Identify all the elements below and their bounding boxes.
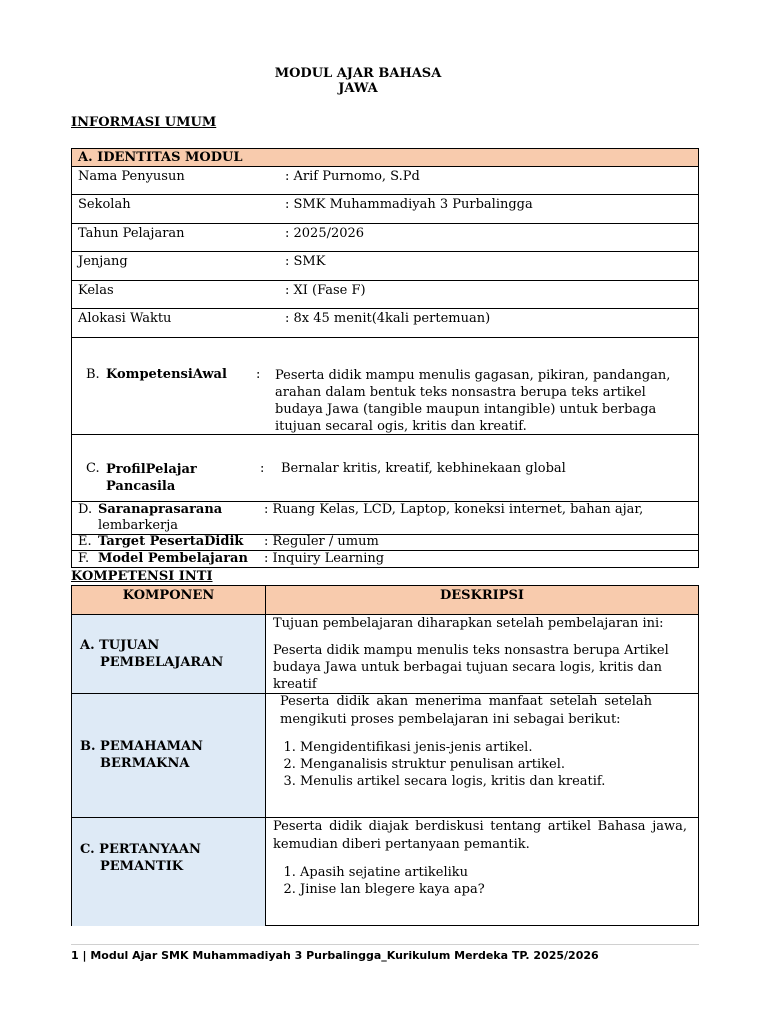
page-footer: 1 | Modul Ajar SMK Muhammadiyah 3 Purbalingga_Kurikulum Merdeka TP. 2025/2026	[71, 949, 599, 962]
sarana-letter: D.	[78, 502, 93, 517]
pertanyaan-intro: Peserta didik diajak berdiskusi tentang artikel Bahasa jawa, kemudian diberi pertanyaan pemantik.	[273, 819, 687, 852]
pemahaman-label-line1: B. PEMAHAMAN	[80, 739, 203, 754]
list-item: 3. Menulis artikel secara logis, kritis dan kreatif.	[300, 773, 700, 790]
tujuan-label-cell	[72, 615, 266, 694]
table-row	[72, 224, 698, 252]
table-row	[72, 167, 698, 195]
profil-label-line1: ProfilPelajar	[106, 462, 197, 477]
table-row	[72, 195, 698, 224]
kompetensi-awal-letter: B.	[86, 367, 100, 382]
model-value: : Inquiry Learning	[264, 551, 385, 566]
tujuan-label-line2: PEMBELAJARAN	[100, 655, 224, 670]
module-title	[0, 66, 716, 96]
tujuan-text: Peserta didik mampu menulis teks nonsastra berupa Artikel budaya Jawa untuk berbagai tujuan secara logis, kritis dan kreatif	[273, 643, 669, 692]
col-deskripsi-header: DESKRIPSI	[440, 588, 524, 603]
pertanyaan-label-line1: C. PERTANYAAN	[80, 842, 201, 857]
row-label: Kelas	[78, 283, 114, 298]
tujuan-desc-cell	[266, 615, 698, 694]
row-label: Sekolah	[78, 197, 131, 212]
sarana-value: : Ruang Kelas, LCD, Laptop, koneksi internet, bahan ajar,	[264, 502, 644, 517]
table-row	[72, 281, 698, 309]
tujuan-intro: Tujuan pembelajaran diharapkan setelah pembelajaran ini:	[273, 616, 664, 631]
model-row	[72, 551, 698, 568]
kompetensi-awal-label: KompetensiAwal	[106, 367, 227, 382]
pertanyaan-desc-cell	[266, 818, 698, 926]
row-label: Alokasi Waktu	[78, 311, 172, 326]
target-letter: E.	[78, 534, 92, 549]
kompetensi-awal-text: Peserta didik mampu menulis gagasan, pikiran, pandangan, arahan dalam bentuk teks nonsastra berupa teks artikel budaya Jawa (tangible maupun intangible) untuk berbaga itujuan secaral ogis, kritis dan kreatif.	[275, 368, 671, 434]
kompetensi-inti-table	[71, 585, 699, 926]
list-item: 2. Jinise lan blegere kaya apa?	[300, 881, 700, 898]
profil-letter: C.	[86, 461, 100, 476]
row-label: Jenjang	[78, 254, 128, 269]
row-value: : 2025/2026	[285, 226, 365, 241]
pemahaman-label-cell	[72, 694, 266, 818]
informasi-umum-heading: INFORMASI UMUM	[71, 115, 217, 130]
header-deskripsi-cell	[266, 586, 698, 615]
pertanyaan-label-cell	[72, 818, 266, 926]
pemahaman-desc-cell	[266, 694, 698, 818]
pemahaman-intro: Peserta didik akan menerima manfaat setelah setelah mengikuti proses pembelajaran ini sebagai berikut:	[280, 694, 652, 727]
tujuan-label-line1: A. TUJUAN	[80, 638, 160, 653]
footer-divider	[71, 944, 699, 945]
profil-colon: :	[260, 461, 265, 476]
row-value: : SMK	[285, 254, 326, 269]
profil-row	[72, 435, 698, 502]
row-label: Nama Penyusun	[78, 169, 185, 184]
profil-label-line2: Pancasila	[106, 479, 176, 494]
pemahaman-label	[80, 738, 203, 772]
sarana-row	[72, 502, 698, 535]
module-title-line2: JAWA	[338, 81, 378, 96]
profil-label	[106, 461, 197, 495]
pemahaman-list	[272, 739, 700, 790]
table-row	[72, 309, 698, 338]
pemahaman-label-line2: BERMAKNA	[100, 756, 190, 771]
sarana-label: Saranaprasarana	[98, 502, 223, 517]
identitas-table	[71, 148, 699, 568]
header-komponen-cell	[72, 586, 266, 615]
kompetensi-awal-row	[72, 338, 698, 435]
list-item: 2. Menganalisis struktur penulisan artikel.	[300, 756, 700, 773]
row-value: : XI (Fase F)	[285, 283, 366, 298]
sarana-continuation: lembarkerja	[98, 518, 179, 533]
col-komponen-header: KOMPONEN	[122, 588, 215, 603]
row-value: : SMK Muhammadiyah 3 Purbalingga	[285, 197, 533, 212]
target-row	[72, 535, 698, 551]
kompetensi-inti-heading: KOMPETENSI INTI	[71, 569, 213, 584]
target-label: Target PesertaDidik	[98, 534, 244, 549]
module-title-line1: MODUL AJAR BAHASA	[274, 66, 442, 81]
row-value: : Arif Purnomo, S.Pd	[285, 169, 420, 184]
kompetensi-awal-colon: :	[256, 367, 261, 382]
table-row	[72, 252, 698, 281]
identitas-header-row	[72, 149, 698, 167]
list-item: 1. Mengidentifikasi jenis-jenis artikel.	[300, 739, 700, 756]
model-letter: F.	[78, 551, 90, 566]
profil-text: Bernalar kritis, kreatif, kebhinekaan global	[281, 461, 566, 476]
target-value: : Reguler / umum	[264, 534, 379, 549]
row-label: Tahun Pelajaran	[78, 226, 185, 241]
row-value: : 8x 45 menit(4kali pertemuan)	[285, 311, 491, 326]
pertanyaan-label	[80, 841, 201, 875]
list-item: 1. Apasih sejatine artikeliku	[300, 864, 700, 881]
pertanyaan-list	[272, 864, 700, 898]
tujuan-label	[80, 637, 223, 671]
pertanyaan-label-line2: PEMANTIK	[100, 859, 184, 874]
model-label: Model Pembelajaran	[98, 551, 248, 566]
identitas-header: A. IDENTITAS MODUL	[78, 150, 243, 165]
